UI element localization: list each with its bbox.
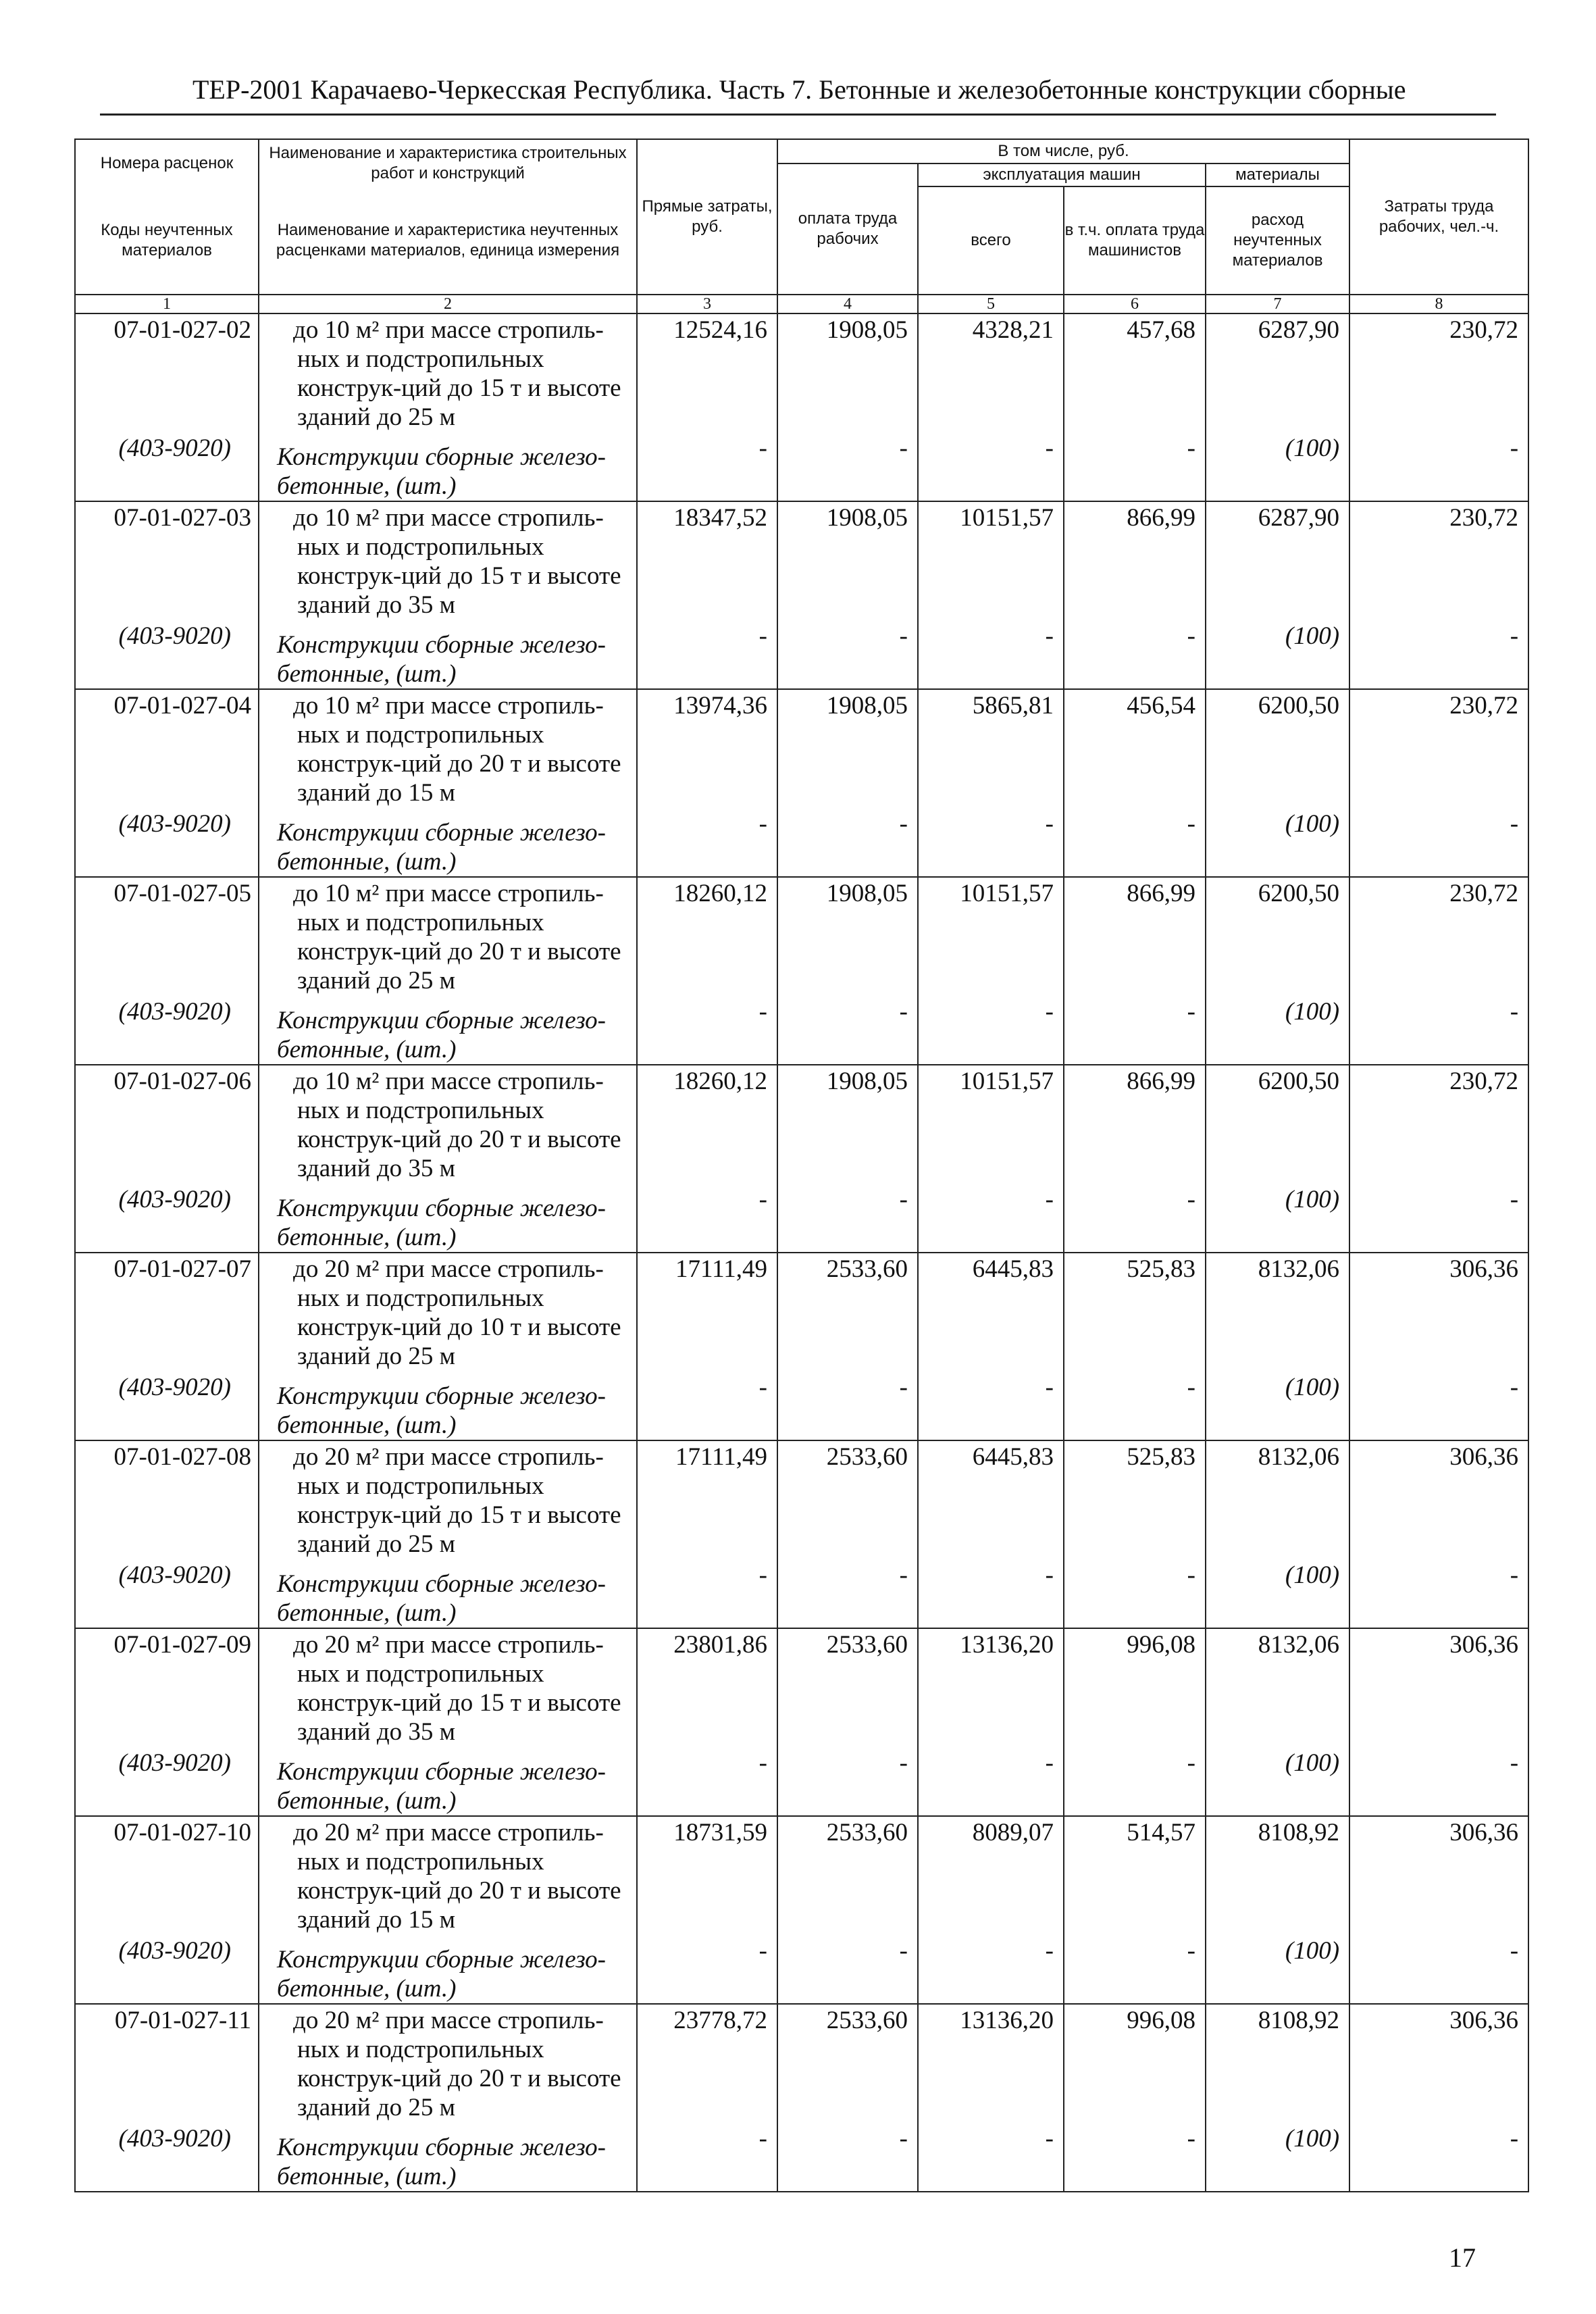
work-description: до 20 м² при массе стропиль-ных и подстропильных конструк-ций до 15 т и высоте зданий до 35 м — [293, 1631, 621, 1746]
labor-hours: 306,36 — [1449, 1255, 1519, 1283]
work-description: до 20 м² при массе стропиль-ных и подстропильных конструк-ций до 15 т и высоте зданий до 25 м — [293, 1443, 621, 1558]
machinist-pay-cell — [1064, 877, 1206, 1065]
material-code: (403-9020) — [118, 1561, 231, 1589]
header-unaccounted-materials: расход неучтенных материалов — [1206, 186, 1349, 295]
rate-code-cell — [75, 1440, 259, 1628]
labor-hours: 230,72 — [1449, 692, 1519, 720]
worker-pay: 2533,60 — [826, 2007, 908, 2034]
direct-cost-material: - — [758, 810, 767, 838]
materials-cost: 8132,06 — [1258, 1631, 1340, 1659]
worker-pay-material: - — [899, 2125, 908, 2153]
labor-hours-cell — [1349, 1816, 1528, 2004]
column-number: 8 — [1349, 295, 1528, 313]
material-code: (403-9020) — [118, 1186, 231, 1213]
labor-hours-cell — [1349, 501, 1528, 689]
materials-cost-material: (100) — [1285, 1561, 1340, 1589]
material-description: Конструкции сборные железо-бетонные, (шт.) — [277, 1382, 606, 1439]
description-cell — [259, 877, 637, 1065]
worker-pay: 1908,05 — [826, 1067, 908, 1095]
machine-total-material: - — [1045, 1561, 1054, 1589]
material-code: (403-9020) — [118, 998, 231, 1026]
machine-total: 4328,21 — [972, 316, 1054, 344]
material-description: Конструкции сборные железо-бетонные, (шт.) — [277, 1570, 606, 1627]
machine-total-cell — [918, 1816, 1064, 2004]
document-title: ТЕР-2001 Карачаево-Черкесская Республика. Часть 7. Бетонные и железобетонные конструкции сборные — [192, 74, 1406, 105]
machinist-pay-cell — [1064, 1065, 1206, 1253]
rate-code: 07-01-027-10 — [113, 1819, 251, 1846]
machine-total-cell — [918, 1628, 1064, 1816]
material-code: (403-9020) — [118, 1749, 231, 1777]
machinist-pay-material: - — [1187, 810, 1195, 838]
direct-cost-cell — [637, 1628, 777, 1816]
labor-hours: 306,36 — [1449, 1443, 1519, 1471]
materials-cost-cell — [1206, 313, 1349, 501]
materials-cost: 8108,92 — [1258, 1819, 1340, 1846]
table-header — [75, 139, 1528, 295]
labor-hours-material: - — [1510, 1749, 1519, 1777]
machine-total: 6445,83 — [972, 1255, 1054, 1283]
table-row — [75, 1253, 1528, 1440]
machine-total-material: - — [1045, 1937, 1054, 1965]
direct-cost-cell — [637, 689, 777, 877]
material-description: Конструкции сборные железо-бетонные, (шт.) — [277, 631, 606, 688]
direct-cost-material: - — [758, 1937, 767, 1965]
worker-pay-material: - — [899, 1561, 908, 1589]
rate-code: 07-01-027-06 — [113, 1067, 251, 1095]
labor-hours-material: - — [1510, 1374, 1519, 1401]
header-work-name: Наименование и характеристика строительных работ и конструкций — [259, 139, 637, 186]
worker-pay-cell — [777, 313, 918, 501]
material-code: (403-9020) — [118, 622, 231, 650]
labor-hours-material: - — [1510, 622, 1519, 650]
material-description: Конструкции сборные железо-бетонные, (шт.) — [277, 1758, 606, 1815]
machine-total-cell — [918, 877, 1064, 1065]
work-description: до 10 м² при массе стропиль-ных и подстропильных конструк-ций до 20 т и высоте зданий до 25 м — [293, 880, 621, 995]
header-rate-numbers: Номера расценок — [75, 139, 259, 186]
rate-code-cell — [75, 877, 259, 1065]
labor-hours-material: - — [1510, 1937, 1519, 1965]
direct-cost: 18731,59 — [673, 1819, 767, 1846]
header-direct-costs: Прямые затраты, руб. — [637, 139, 777, 295]
labor-hours-cell — [1349, 1628, 1528, 1816]
direct-cost-cell — [637, 877, 777, 1065]
materials-cost-material: (100) — [1285, 434, 1340, 462]
machine-total: 10151,57 — [960, 1067, 1054, 1095]
worker-pay-cell — [777, 1253, 918, 1440]
machine-total-cell — [918, 313, 1064, 501]
direct-cost-cell — [637, 1816, 777, 2004]
work-description: до 10 м² при массе стропиль-ных и подстропильных конструк-ций до 20 т и высоте зданий до 35 м — [293, 1067, 621, 1182]
worker-pay-cell — [777, 1816, 918, 2004]
machine-total-cell — [918, 1253, 1064, 1440]
machinist-pay-material: - — [1187, 2125, 1195, 2153]
labor-hours-cell — [1349, 1253, 1528, 1440]
machine-total-material: - — [1045, 1186, 1054, 1213]
machinist-pay-cell — [1064, 313, 1206, 501]
materials-cost: 6200,50 — [1258, 880, 1340, 907]
worker-pay: 2533,60 — [826, 1443, 908, 1471]
rate-code: 07-01-027-03 — [113, 504, 251, 532]
direct-cost-material: - — [758, 1561, 767, 1589]
machine-total: 13136,20 — [960, 1631, 1054, 1659]
machinist-pay-cell — [1064, 1816, 1206, 2004]
materials-cost: 8132,06 — [1258, 1443, 1340, 1471]
material-description: Конструкции сборные железо-бетонные, (шт.) — [277, 1007, 606, 1063]
table-body — [75, 295, 1528, 2192]
machinist-pay-cell — [1064, 689, 1206, 877]
labor-hours-material: - — [1510, 1186, 1519, 1213]
machinist-pay-material: - — [1187, 998, 1195, 1026]
page-number: 17 — [1449, 2242, 1476, 2273]
materials-cost: 6287,90 — [1258, 316, 1340, 344]
rate-code: 07-01-027-07 — [113, 1255, 251, 1283]
material-description: Конструкции сборные железо-бетонные, (шт.) — [277, 443, 606, 500]
rate-code-cell — [75, 689, 259, 877]
description-cell — [259, 501, 637, 689]
worker-pay-material: - — [899, 1937, 908, 1965]
materials-cost-cell — [1206, 2004, 1349, 2192]
column-number: 6 — [1064, 295, 1206, 313]
rate-code-cell — [75, 1816, 259, 2004]
direct-cost-material: - — [758, 434, 767, 462]
machinist-pay: 996,08 — [1127, 1631, 1195, 1659]
table-row — [75, 2004, 1528, 2192]
materials-cost-cell — [1206, 1816, 1349, 2004]
machinist-pay-cell — [1064, 501, 1206, 689]
rate-code-cell — [75, 1253, 259, 1440]
materials-cost-material: (100) — [1285, 1749, 1340, 1777]
machinist-pay: 525,83 — [1127, 1255, 1195, 1283]
column-numbers-row — [75, 295, 1528, 313]
worker-pay-cell — [777, 1440, 918, 1628]
labor-hours-cell — [1349, 2004, 1528, 2192]
column-number: 2 — [259, 295, 637, 313]
machinist-pay: 996,08 — [1127, 2007, 1195, 2034]
direct-cost-material: - — [758, 2125, 767, 2153]
rate-code-cell — [75, 313, 259, 501]
material-code: (403-9020) — [118, 810, 231, 838]
materials-cost-material: (100) — [1285, 1374, 1340, 1401]
materials-cost-material: (100) — [1285, 810, 1340, 838]
materials-cost: 8132,06 — [1258, 1255, 1340, 1283]
machinist-pay-material: - — [1187, 1749, 1195, 1777]
table-row — [75, 1628, 1528, 1816]
worker-pay-material: - — [899, 622, 908, 650]
material-description: Конструкции сборные железо-бетонные, (шт.) — [277, 1194, 606, 1251]
material-description: Конструкции сборные железо-бетонные, (шт.) — [277, 1946, 606, 2003]
work-description: до 20 м² при массе стропиль-ных и подстропильных конструк-ций до 10 т и высоте зданий до 25 м — [293, 1255, 621, 1370]
direct-cost: 23801,86 — [673, 1631, 767, 1659]
worker-pay-material: - — [899, 434, 908, 462]
machine-total: 13136,20 — [960, 2007, 1054, 2034]
machine-total-material: - — [1045, 1749, 1054, 1777]
header-machinist-pay: в т.ч. оплата труда машинистов — [1064, 186, 1206, 295]
column-number: 3 — [637, 295, 777, 313]
header-materials: материалы — [1206, 164, 1349, 186]
machinist-pay-material: - — [1187, 1374, 1195, 1401]
labor-hours-material: - — [1510, 434, 1519, 462]
work-description: до 20 м² при массе стропиль-ных и подстропильных конструк-ций до 20 т и высоте зданий до 15 м — [293, 1819, 621, 1934]
table-row — [75, 1816, 1528, 2004]
rate-code: 07-01-027-11 — [114, 2007, 251, 2034]
machinist-pay-material: - — [1187, 622, 1195, 650]
materials-cost: 6287,90 — [1258, 504, 1340, 532]
machinist-pay: 525,83 — [1127, 1443, 1195, 1471]
direct-cost: 18347,52 — [673, 504, 767, 532]
work-description: до 10 м² при массе стропиль-ных и подстропильных конструк-ций до 20 т и высоте зданий до 15 м — [293, 692, 621, 807]
machine-total-material: - — [1045, 1374, 1054, 1401]
direct-cost-cell — [637, 2004, 777, 2192]
labor-hours-cell — [1349, 877, 1528, 1065]
machinist-pay-material: - — [1187, 1186, 1195, 1213]
labor-hours: 230,72 — [1449, 316, 1519, 344]
machine-total: 8089,07 — [972, 1819, 1054, 1846]
rate-code: 07-01-027-09 — [113, 1631, 251, 1659]
table-row — [75, 1065, 1528, 1253]
direct-cost: 13974,36 — [673, 692, 767, 720]
worker-pay: 1908,05 — [826, 692, 908, 720]
header-material-codes: Коды неучтенных материалов — [75, 186, 259, 295]
direct-cost-material: - — [758, 1749, 767, 1777]
rate-code: 07-01-027-05 — [113, 880, 251, 907]
machinist-pay: 866,99 — [1127, 880, 1195, 907]
machinist-pay-cell — [1064, 1440, 1206, 1628]
machinist-pay-material: - — [1187, 1561, 1195, 1589]
direct-cost: 18260,12 — [673, 880, 767, 907]
machine-total-cell — [918, 689, 1064, 877]
worker-pay-cell — [777, 1628, 918, 1816]
description-cell — [259, 1253, 637, 1440]
column-number: 7 — [1206, 295, 1349, 313]
machinist-pay-cell — [1064, 1253, 1206, 1440]
header-worker-pay: оплата труда рабочих — [777, 164, 918, 295]
machine-total-material: - — [1045, 810, 1054, 838]
column-number: 4 — [777, 295, 918, 313]
direct-cost-material: - — [758, 998, 767, 1026]
direct-cost: 18260,12 — [673, 1067, 767, 1095]
table-row — [75, 313, 1528, 501]
machinist-pay-material: - — [1187, 434, 1195, 462]
description-cell — [259, 689, 637, 877]
material-code: (403-9020) — [118, 1937, 231, 1965]
direct-cost-material: - — [758, 622, 767, 650]
material-code: (403-9020) — [118, 2125, 231, 2153]
worker-pay-cell — [777, 501, 918, 689]
header-including: В том числе, руб. — [777, 139, 1349, 164]
materials-cost-material: (100) — [1285, 1186, 1340, 1213]
labor-hours-cell — [1349, 689, 1528, 877]
materials-cost-cell — [1206, 1253, 1349, 1440]
machinist-pay: 866,99 — [1127, 504, 1195, 532]
machinist-pay-material: - — [1187, 1937, 1195, 1965]
materials-cost-material: (100) — [1285, 1937, 1340, 1965]
worker-pay: 1908,05 — [826, 880, 908, 907]
machinist-pay-cell — [1064, 2004, 1206, 2192]
machine-total-material: - — [1045, 2125, 1054, 2153]
labor-hours: 306,36 — [1449, 1819, 1519, 1846]
description-cell — [259, 2004, 637, 2192]
material-code: (403-9020) — [118, 434, 231, 462]
material-description: Конструкции сборные железо-бетонные, (шт.) — [277, 819, 606, 876]
machine-total-material: - — [1045, 622, 1054, 650]
materials-cost-material: (100) — [1285, 2125, 1340, 2153]
direct-cost: 23778,72 — [673, 2007, 767, 2034]
labor-hours-material: - — [1510, 2125, 1519, 2153]
labor-hours: 230,72 — [1449, 880, 1519, 907]
direct-cost: 17111,49 — [675, 1443, 767, 1471]
worker-pay-cell — [777, 877, 918, 1065]
machinist-pay: 514,57 — [1127, 1819, 1195, 1846]
description-cell — [259, 1628, 637, 1816]
price-table — [74, 139, 1529, 2192]
machine-total: 6445,83 — [972, 1443, 1054, 1471]
direct-cost-cell — [637, 1440, 777, 1628]
materials-cost-material: (100) — [1285, 998, 1340, 1026]
table-row — [75, 501, 1528, 689]
labor-hours-cell — [1349, 313, 1528, 501]
machine-total-material: - — [1045, 434, 1054, 462]
materials-cost: 6200,50 — [1258, 1067, 1340, 1095]
direct-cost-material: - — [758, 1186, 767, 1213]
machine-total-cell — [918, 2004, 1064, 2192]
description-cell — [259, 313, 637, 501]
materials-cost-cell — [1206, 877, 1349, 1065]
machine-total: 5865,81 — [972, 692, 1054, 720]
material-code: (403-9020) — [118, 1374, 231, 1401]
table-row — [75, 689, 1528, 877]
worker-pay-material: - — [899, 1374, 908, 1401]
direct-cost: 17111,49 — [675, 1255, 767, 1283]
materials-cost: 8108,92 — [1258, 2007, 1340, 2034]
machine-total: 10151,57 — [960, 880, 1054, 907]
description-cell — [259, 1816, 637, 2004]
materials-cost-cell — [1206, 1628, 1349, 1816]
machinist-pay: 866,99 — [1127, 1067, 1195, 1095]
table-row — [75, 877, 1528, 1065]
labor-hours: 230,72 — [1449, 1067, 1519, 1095]
machinist-pay: 456,54 — [1127, 692, 1195, 720]
machine-total-cell — [918, 1440, 1064, 1628]
labor-hours: 306,36 — [1449, 2007, 1519, 2034]
direct-cost-cell — [637, 313, 777, 501]
rate-code: 07-01-027-04 — [113, 692, 251, 720]
rate-code-cell — [75, 2004, 259, 2192]
work-description: до 10 м² при массе стропиль-ных и подстропильных конструк-ций до 15 т и высоте зданий до 35 м — [293, 504, 621, 619]
worker-pay: 2533,60 — [826, 1255, 908, 1283]
work-description: до 10 м² при массе стропиль-ных и подстропильных конструк-ций до 15 т и высоте зданий до 25 м — [293, 316, 621, 431]
labor-hours-material: - — [1510, 810, 1519, 838]
labor-hours: 230,72 — [1449, 504, 1519, 532]
labor-hours: 306,36 — [1449, 1631, 1519, 1659]
machine-total-material: - — [1045, 998, 1054, 1026]
header-machine-operation: эксплуатация машин — [918, 164, 1206, 186]
worker-pay-material: - — [899, 810, 908, 838]
rate-code: 07-01-027-08 — [113, 1443, 251, 1471]
materials-cost-cell — [1206, 1440, 1349, 1628]
header-material-names: Наименование и характеристика неучтенных расценками материалов, единица измерения — [259, 186, 637, 295]
direct-cost: 12524,16 — [673, 316, 767, 344]
worker-pay: 1908,05 — [826, 504, 908, 532]
labor-hours-material: - — [1510, 998, 1519, 1026]
title-underline — [100, 114, 1496, 116]
materials-cost-cell — [1206, 689, 1349, 877]
worker-pay-material: - — [899, 1186, 908, 1213]
machinist-pay-cell — [1064, 1628, 1206, 1816]
rate-code-cell — [75, 1065, 259, 1253]
machinist-pay: 457,68 — [1127, 316, 1195, 344]
description-cell — [259, 1440, 637, 1628]
direct-cost-material: - — [758, 1374, 767, 1401]
rate-code-cell — [75, 1628, 259, 1816]
rate-code-cell — [75, 501, 259, 689]
column-number: 1 — [75, 295, 259, 313]
materials-cost-material: (100) — [1285, 622, 1340, 650]
labor-hours-cell — [1349, 1440, 1528, 1628]
work-description: до 20 м² при массе стропиль-ных и подстропильных конструк-ций до 20 т и высоте зданий до 25 м — [293, 2007, 621, 2121]
worker-pay-cell — [777, 1065, 918, 1253]
header-machine-total: всего — [918, 186, 1064, 295]
machine-total-cell — [918, 1065, 1064, 1253]
description-cell — [259, 1065, 637, 1253]
materials-cost: 6200,50 — [1258, 692, 1340, 720]
table-row — [75, 1440, 1528, 1628]
materials-cost-cell — [1206, 1065, 1349, 1253]
worker-pay-cell — [777, 689, 918, 877]
header-labor-hours: Затраты труда рабочих, чел.-ч. — [1349, 139, 1528, 295]
direct-cost-cell — [637, 1065, 777, 1253]
worker-pay: 2533,60 — [826, 1819, 908, 1846]
rate-code: 07-01-027-02 — [113, 316, 251, 344]
labor-hours-cell — [1349, 1065, 1528, 1253]
labor-hours-material: - — [1510, 1561, 1519, 1589]
worker-pay-cell — [777, 2004, 918, 2192]
worker-pay-material: - — [899, 1749, 908, 1777]
material-description: Конструкции сборные железо-бетонные, (шт.) — [277, 2134, 606, 2190]
direct-cost-cell — [637, 501, 777, 689]
worker-pay: 1908,05 — [826, 316, 908, 344]
machine-total-cell — [918, 501, 1064, 689]
worker-pay-material: - — [899, 998, 908, 1026]
worker-pay: 2533,60 — [826, 1631, 908, 1659]
materials-cost-cell — [1206, 501, 1349, 689]
direct-cost-cell — [637, 1253, 777, 1440]
machine-total: 10151,57 — [960, 504, 1054, 532]
column-number: 5 — [918, 295, 1064, 313]
